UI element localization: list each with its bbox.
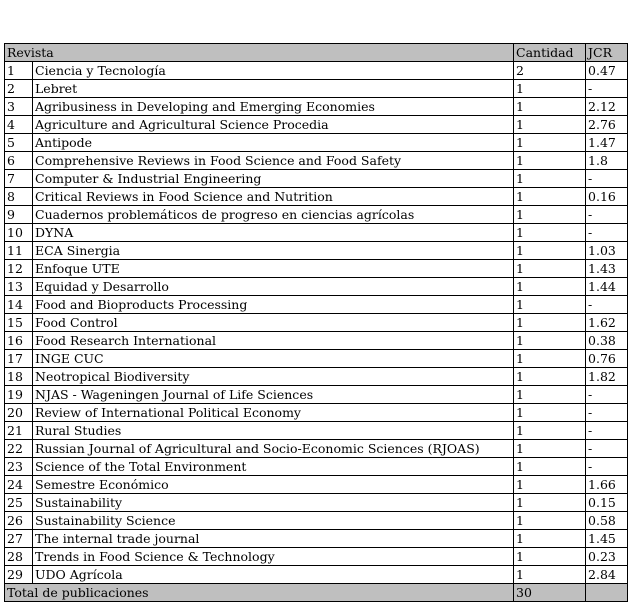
row-jcr: 2.84 [586, 566, 628, 584]
table-row [5, 296, 628, 314]
table-header-row [5, 44, 628, 62]
row-revista: INGE CUC [33, 350, 514, 368]
row-number: 1 [5, 62, 33, 80]
table-row [5, 404, 628, 422]
row-number: 4 [5, 116, 33, 134]
row-cantidad: 1 [514, 80, 586, 98]
table-row [5, 566, 628, 584]
row-cantidad: 1 [514, 386, 586, 404]
row-jcr: 2.76 [586, 116, 628, 134]
row-jcr: 0.15 [586, 494, 628, 512]
row-revista: UDO Agrícola [33, 566, 514, 584]
row-revista: Ciencia y Tecnología [33, 62, 514, 80]
row-revista: Critical Reviews in Food Science and Nutrition [33, 188, 514, 206]
table-row [5, 80, 628, 98]
table-row [5, 512, 628, 530]
row-number: 18 [5, 368, 33, 386]
table-row [5, 440, 628, 458]
table-row [5, 188, 628, 206]
row-cantidad: 1 [514, 440, 586, 458]
table-row [5, 62, 628, 80]
row-revista: Food Research International [33, 332, 514, 350]
row-revista: Food and Bioproducts Processing [33, 296, 514, 314]
row-cantidad: 1 [514, 188, 586, 206]
row-cantidad: 1 [514, 134, 586, 152]
row-jcr: 1.44 [586, 278, 628, 296]
publications-table [4, 43, 628, 602]
row-cantidad: 1 [514, 512, 586, 530]
row-revista: Food Control [33, 314, 514, 332]
row-jcr: - [586, 224, 628, 242]
row-revista: Equidad y Desarrollo [33, 278, 514, 296]
row-cantidad: 1 [514, 350, 586, 368]
table-row [5, 152, 628, 170]
row-jcr: 1.03 [586, 242, 628, 260]
row-revista: NJAS - Wageningen Journal of Life Sciences [33, 386, 514, 404]
row-number: 29 [5, 566, 33, 584]
row-jcr: 0.16 [586, 188, 628, 206]
row-jcr: 0.47 [586, 62, 628, 80]
row-cantidad: 1 [514, 116, 586, 134]
footer-jcr [586, 584, 628, 602]
table-row [5, 494, 628, 512]
row-number: 5 [5, 134, 33, 152]
row-cantidad: 1 [514, 296, 586, 314]
table-row [5, 206, 628, 224]
row-cantidad: 1 [514, 152, 586, 170]
row-jcr: - [586, 458, 628, 476]
row-number: 8 [5, 188, 33, 206]
row-jcr: - [586, 386, 628, 404]
row-revista: Rural Studies [33, 422, 514, 440]
row-revista: Sustainability [33, 494, 514, 512]
table-row [5, 98, 628, 116]
row-revista: DYNA [33, 224, 514, 242]
row-cantidad: 1 [514, 278, 586, 296]
table-row [5, 134, 628, 152]
row-jcr: 1.43 [586, 260, 628, 278]
row-number: 2 [5, 80, 33, 98]
table-row [5, 368, 628, 386]
footer-label: Total de publicaciones [5, 584, 514, 602]
row-number: 22 [5, 440, 33, 458]
row-number: 21 [5, 422, 33, 440]
table-row [5, 476, 628, 494]
row-number: 10 [5, 224, 33, 242]
row-number: 3 [5, 98, 33, 116]
table-row [5, 224, 628, 242]
row-revista: Sustainability Science [33, 512, 514, 530]
row-cantidad: 1 [514, 422, 586, 440]
table-row [5, 548, 628, 566]
row-cantidad: 2 [514, 62, 586, 80]
row-jcr: - [586, 296, 628, 314]
row-cantidad: 1 [514, 494, 586, 512]
table-row [5, 242, 628, 260]
row-jcr: 0.23 [586, 548, 628, 566]
row-jcr: 1.66 [586, 476, 628, 494]
row-revista: Agriculture and Agricultural Science Procedia [33, 116, 514, 134]
row-revista: ECA Sinergia [33, 242, 514, 260]
row-revista: Agribusiness in Developing and Emerging Economies [33, 98, 514, 116]
table-row [5, 278, 628, 296]
row-jcr: 0.38 [586, 332, 628, 350]
table-row [5, 350, 628, 368]
row-number: 26 [5, 512, 33, 530]
row-number: 12 [5, 260, 33, 278]
table-row [5, 458, 628, 476]
row-jcr: - [586, 440, 628, 458]
row-revista: Lebret [33, 80, 514, 98]
row-cantidad: 1 [514, 224, 586, 242]
table-row [5, 170, 628, 188]
header-revista: Revista [5, 44, 514, 62]
row-jcr: 1.47 [586, 134, 628, 152]
row-cantidad: 1 [514, 260, 586, 278]
row-number: 24 [5, 476, 33, 494]
table-row [5, 530, 628, 548]
row-number: 14 [5, 296, 33, 314]
row-cantidad: 1 [514, 170, 586, 188]
row-cantidad: 1 [514, 458, 586, 476]
row-cantidad: 1 [514, 530, 586, 548]
row-cantidad: 1 [514, 368, 586, 386]
row-jcr: 1.45 [586, 530, 628, 548]
row-number: 9 [5, 206, 33, 224]
row-jcr: - [586, 422, 628, 440]
row-revista: Comprehensive Reviews in Food Science and Food Safety [33, 152, 514, 170]
row-number: 11 [5, 242, 33, 260]
row-cantidad: 1 [514, 242, 586, 260]
row-cantidad: 1 [514, 314, 586, 332]
footer-total: 30 [514, 584, 586, 602]
row-revista: Enfoque UTE [33, 260, 514, 278]
table-row [5, 422, 628, 440]
row-number: 23 [5, 458, 33, 476]
row-revista: Neotropical Biodiversity [33, 368, 514, 386]
row-revista: Cuadernos problemáticos de progreso en ciencias agrícolas [33, 206, 514, 224]
row-jcr: 0.58 [586, 512, 628, 530]
row-number: 13 [5, 278, 33, 296]
row-jcr: 1.62 [586, 314, 628, 332]
row-jcr: 0.76 [586, 350, 628, 368]
row-number: 28 [5, 548, 33, 566]
row-cantidad: 1 [514, 548, 586, 566]
header-jcr: JCR [586, 44, 628, 62]
row-jcr: 1.82 [586, 368, 628, 386]
row-jcr: - [586, 80, 628, 98]
table-row [5, 314, 628, 332]
header-cantidad: Cantidad [514, 44, 586, 62]
row-revista: Science of the Total Environment [33, 458, 514, 476]
row-revista: Russian Journal of Agricultural and Socio-Economic Sciences (RJOAS) [33, 440, 514, 458]
table-row [5, 386, 628, 404]
row-number: 6 [5, 152, 33, 170]
row-number: 27 [5, 530, 33, 548]
row-jcr: 2.12 [586, 98, 628, 116]
row-number: 19 [5, 386, 33, 404]
row-number: 25 [5, 494, 33, 512]
row-cantidad: 1 [514, 476, 586, 494]
row-jcr: - [586, 170, 628, 188]
row-number: 20 [5, 404, 33, 422]
row-revista: Trends in Food Science & Technology [33, 548, 514, 566]
row-jcr: 1.8 [586, 152, 628, 170]
table-row [5, 116, 628, 134]
row-number: 16 [5, 332, 33, 350]
row-number: 15 [5, 314, 33, 332]
row-jcr: - [586, 206, 628, 224]
table-row [5, 260, 628, 278]
row-revista: The internal trade journal [33, 530, 514, 548]
table-row [5, 332, 628, 350]
row-revista: Review of International Political Economy [33, 404, 514, 422]
row-cantidad: 1 [514, 404, 586, 422]
row-number: 17 [5, 350, 33, 368]
row-cantidad: 1 [514, 566, 586, 584]
row-number: 7 [5, 170, 33, 188]
row-jcr: - [586, 404, 628, 422]
row-revista: Semestre Económico [33, 476, 514, 494]
row-revista: Antipode [33, 134, 514, 152]
row-revista: Computer & Industrial Engineering [33, 170, 514, 188]
table-footer-row [5, 584, 628, 602]
row-cantidad: 1 [514, 332, 586, 350]
row-cantidad: 1 [514, 206, 586, 224]
row-cantidad: 1 [514, 98, 586, 116]
